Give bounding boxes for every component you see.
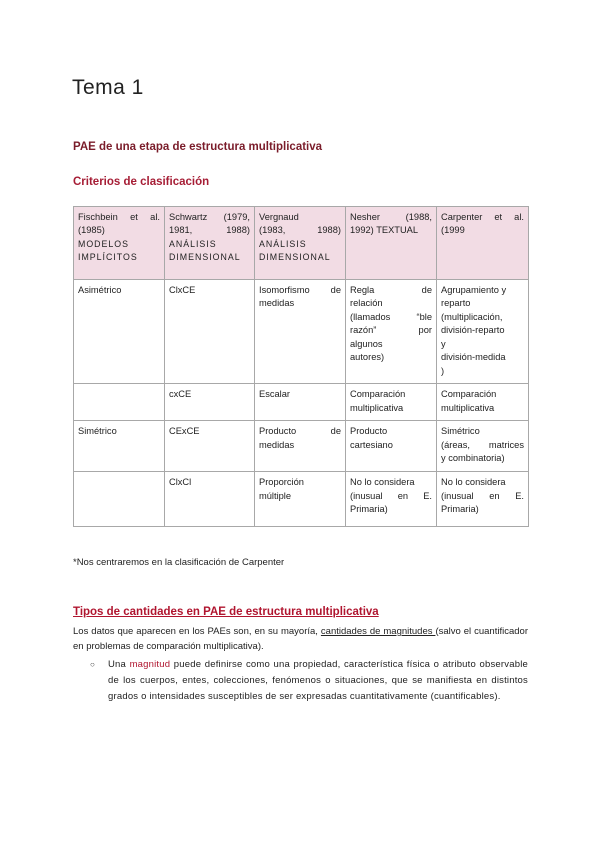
table-cell	[165, 280, 255, 384]
header-text: (1999	[441, 225, 465, 236]
cell-text: Asimétrico	[78, 285, 122, 295]
paragraph-underlined-text: cantidades de magnitudes	[320, 626, 436, 637]
header-text: Nesher (1988,	[350, 212, 432, 222]
magnitude-bullet	[90, 657, 528, 705]
cell-text: (multiplicación,	[441, 311, 503, 322]
table-cell	[255, 421, 346, 472]
header-text: ANÁLISIS	[169, 238, 217, 249]
cell-text: Simétrico	[441, 426, 480, 437]
header-text: Carpenter et al.	[441, 212, 524, 222]
table-cell	[165, 472, 255, 527]
table-cell	[74, 280, 165, 384]
header-text: 1981, 1988)	[169, 225, 250, 236]
cell-text: ClxCl	[169, 477, 192, 488]
cell-text: (inusual en E.	[441, 490, 524, 501]
table-cell	[437, 384, 529, 421]
cell-text: cxCE	[169, 389, 192, 400]
table-row	[74, 472, 529, 527]
header-cell-fischbein	[74, 207, 165, 280]
cell-text: No lo considera	[350, 477, 415, 488]
table-cell	[165, 421, 255, 472]
cell-text: multiplicativa	[441, 402, 495, 413]
cell-text: Proporción	[259, 477, 304, 488]
header-text: IMPLÍCITOS	[78, 251, 138, 262]
header-cell-vergnaud	[255, 207, 346, 280]
table-header-row	[74, 207, 529, 280]
cell-text: Primaria)	[350, 504, 388, 515]
table-cell	[346, 472, 437, 527]
header-text: Schwartz (1979,	[169, 212, 250, 222]
header-text: DIMENSIONAL	[169, 251, 241, 262]
criteria-heading: Criterios de clasificación	[73, 176, 210, 188]
cell-text: multiplicativa	[350, 402, 404, 413]
paragraph-text: Los datos que aparecen en los PAEs son, en su mayoría,	[73, 626, 321, 637]
cell-text: relación	[350, 298, 383, 309]
cell-text: Isomorfismo de	[259, 285, 341, 295]
cell-text: ClxCE	[169, 285, 196, 295]
header-cell-schwartz	[165, 207, 255, 280]
header-text: ANÁLISIS	[259, 238, 307, 249]
header-text: MODELOS	[78, 238, 129, 249]
table-cell	[346, 384, 437, 421]
table-cell	[437, 421, 529, 472]
circle-bullet-icon: ○	[90, 660, 95, 669]
cell-text: )	[441, 365, 445, 376]
cell-text: (llamados “ble	[350, 311, 432, 322]
cell-text: cartesiano	[350, 439, 393, 450]
magnitude-term: magnitud	[129, 659, 171, 670]
cell-text: algunos	[350, 338, 383, 349]
header-cell-carpenter	[437, 207, 529, 280]
cell-text: No lo considera	[441, 477, 506, 488]
cell-text: Agrupamiento y	[441, 285, 507, 295]
cell-text: Escalar	[259, 389, 291, 400]
cell-text: y combinatoria)	[441, 453, 505, 464]
cell-text: Regla de	[350, 285, 432, 295]
table-cell	[165, 384, 255, 421]
types-heading: Tipos de cantidades en PAE de estructura multiplicativa	[73, 606, 379, 618]
section-heading: PAE de una etapa de estructura multiplicativa	[73, 141, 323, 153]
cell-text: división-reparto	[441, 325, 505, 336]
cell-text: Primaria)	[441, 504, 479, 515]
table-cell	[255, 280, 346, 384]
classification-table	[73, 206, 529, 527]
cell-text: y	[441, 338, 446, 349]
cell-text: Producto	[350, 426, 388, 437]
cell-text	[78, 388, 160, 401]
bullet-text-part: Una	[108, 659, 130, 670]
cell-text: CExCE	[169, 426, 200, 437]
table-cell	[437, 472, 529, 527]
table-cell	[255, 384, 346, 421]
header-text: Vergnaud	[259, 212, 299, 222]
cell-text: (áreas, matrices	[441, 439, 524, 450]
table-row	[74, 280, 529, 384]
bullet-text	[108, 657, 528, 705]
table-row	[74, 384, 529, 421]
cell-text: (inusual en E.	[350, 490, 432, 501]
cell-text: medidas	[259, 298, 295, 309]
table-cell	[346, 280, 437, 384]
table-body	[74, 280, 529, 527]
table-cell	[74, 472, 165, 527]
header-text: DIMENSIONAL	[259, 251, 331, 262]
table-cell	[437, 280, 529, 384]
cell-text: Comparación	[350, 389, 406, 400]
cell-text: división-medida	[441, 352, 506, 363]
header-text: (1983, 1988)	[259, 225, 341, 236]
cell-text: autores)	[350, 352, 385, 363]
bullet-text-part: puede definirse como una propiedad, característica física o atributo observable de los cuerpos, entes, colecciones, fenómenos o situaciones, que se manifiesta en distintos grados o intensidades susceptibles de ser expresadas cuantitativamente (cuantificables).	[108, 659, 528, 702]
table-cell	[346, 421, 437, 472]
header-text: 1992) TEXTUAL	[350, 225, 419, 236]
paragraph-text: (salvo el cuantificador en problemas de comparación multiplicativa).	[73, 626, 528, 652]
quantities-paragraph	[73, 624, 528, 654]
cell-text: múltiple	[259, 490, 292, 501]
cell-text	[78, 476, 160, 489]
table-row	[74, 421, 529, 472]
cell-text: reparto	[441, 298, 471, 309]
cell-text: medidas	[259, 439, 295, 450]
table-cell	[74, 421, 165, 472]
cell-text: Producto de	[259, 426, 341, 437]
table-cell	[255, 472, 346, 527]
header-cell-nesher	[346, 207, 437, 280]
carpenter-note: *Nos centraremos en la clasificación de Carpenter	[73, 557, 285, 568]
cell-text: Simétrico	[78, 426, 117, 437]
table-cell	[74, 384, 165, 421]
header-text: (1985)	[78, 225, 105, 236]
cell-text: Comparación	[441, 389, 497, 400]
page-title: Tema 1	[72, 76, 144, 99]
header-text: Fischbein et al.	[78, 212, 160, 222]
cell-text: razón” por	[350, 325, 432, 336]
